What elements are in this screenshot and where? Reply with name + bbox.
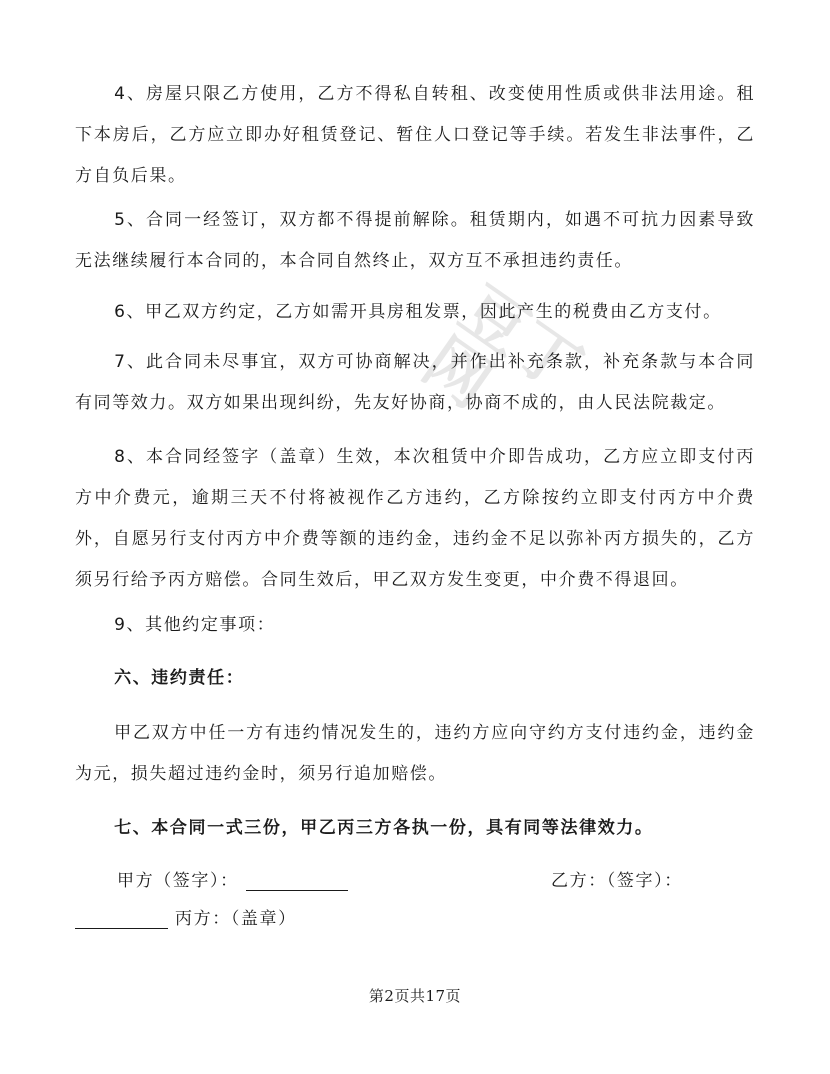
section-7-heading: 七、本合同一式三份，甲乙丙三方各执一份，具有同等法律效力。 bbox=[114, 818, 654, 838]
party-a-signature-line[interactable] bbox=[246, 872, 348, 891]
section-6-body: 甲乙双方中任一方有违约情况发生的，违约方应向守约方支付违约金，违约金为元，损失超过违约金时，须另行追加赔偿。 bbox=[75, 723, 755, 784]
clause-9: 9、其他约定事项： bbox=[114, 615, 276, 635]
party-b-signature-line[interactable] bbox=[75, 910, 168, 929]
page-number-footer: 第2页共17页 bbox=[368, 987, 462, 1005]
section-6-heading: 六、违约责任： bbox=[114, 668, 245, 688]
party-b-label: 乙方：（签字）： bbox=[551, 871, 683, 891]
party-a-signature bbox=[117, 866, 348, 891]
party-c-label: 丙方：（盖章） bbox=[175, 909, 297, 929]
party-c-signature bbox=[75, 904, 297, 929]
clause-5: 5、合同一经签订，双方都不得提前解除。租赁期内，如遇不可抗力因素导致无法继续履行本合同的，本合同自然终止，双方互不承担违约责任。 bbox=[75, 210, 755, 271]
clause-4: 4、房屋只限乙方使用，乙方不得私自转租、改变使用性质或供非法用途。租下本房后，乙方应立即办好租赁登记、暂住人口登记等手续。若发生非法事件，乙方自负后果。 bbox=[75, 84, 755, 186]
party-a-label: 甲方（签字）： bbox=[117, 871, 239, 891]
watermark: 豆丁网 bbox=[409, 272, 594, 423]
clause-7: 7、此合同未尽事宜，双方可协商解决，并作出补充条款，补充条款与本合同有同等效力。双方如果出现纠纷，先友好协商，协商不成的，由人民法院裁定。 bbox=[75, 352, 755, 413]
clause-6: 6、甲乙双方约定，乙方如需开具房租发票，因此产生的税费由乙方支付。 bbox=[114, 302, 722, 322]
clause-8: 8、本合同经签字（盖章）生效，本次租赁中介即告成功，乙方应立即支付丙方中介费元，逾期三天不付将被视作乙方违约，乙方除按约立即支付丙方中介费外，自愿另行支付丙方中介费等额的违约金，违约金不足以弥补丙方损失的，乙方须另行给予丙方赔偿。合同生效后，甲乙双方发生变更，中介费不得退回。 bbox=[75, 447, 755, 590]
